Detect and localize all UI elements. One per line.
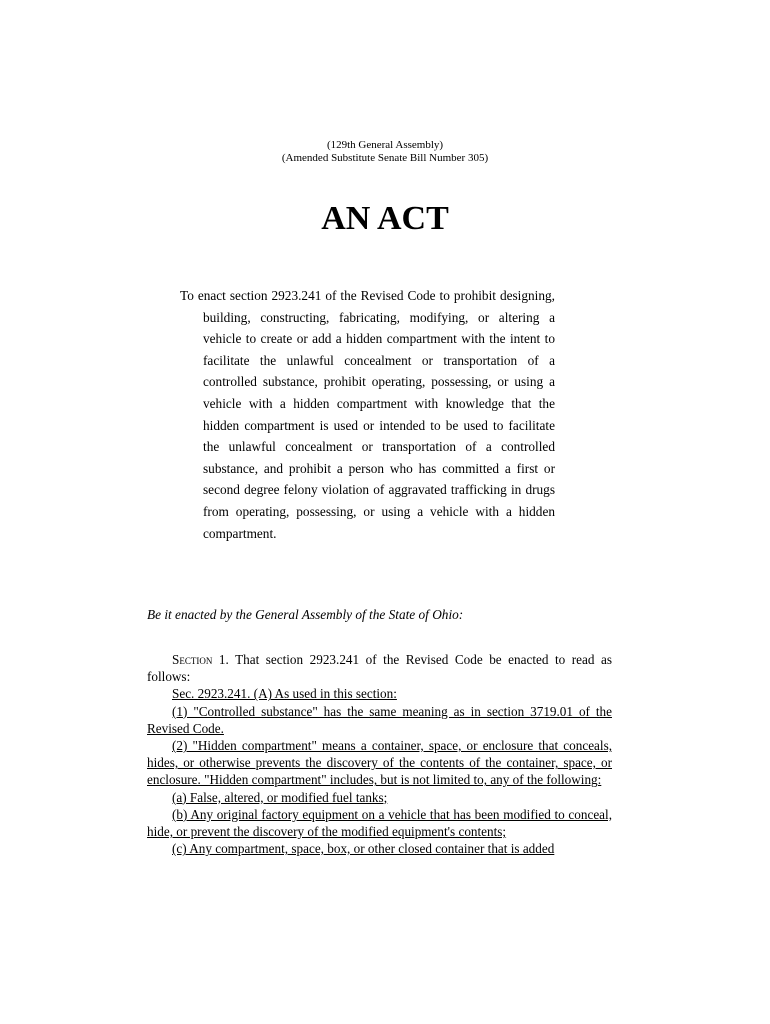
section-one-text: 1. That section 2923.241 of the Revised Code be enacted to read as follows: — [147, 652, 612, 685]
enacting-clause: Be it enacted by the General Assembly of the State of Ohio: — [147, 607, 464, 622]
section-one-paragraph — [147, 651, 612, 685]
definition-controlled-substance: (1) "Controlled substance" has the same meaning as in section 3719.01 of the Revised Code. — [147, 703, 612, 736]
list-item-a: (a) False, altered, or modified fuel tanks; — [172, 789, 388, 805]
act-purpose-paragraph: To enact section 2923.241 of the Revised Code to prohibit designing, building, constructing, fabricating, modifying, or altering a vehicle to create or add a hidden compartment with the intent to facilitate the unlawful concealment or transportation of a controlled substance, prohibit operating, possessing, or using a vehicle with a hidden compartment with knowledge that the hidden compartment is used or intended to be used to facilitate the unlawful concealment or transportation of a controlled substance, and prohibit a person who has committed a first or second degree felony violation of aggravated trafficking in drugs from operating, possessing, or using a vehicle with a hidden compartment. — [180, 288, 555, 541]
list-item-c: (c) Any compartment, space, box, or other closed container that is added — [172, 841, 555, 857]
act-title: AN ACT — [321, 200, 449, 237]
definition-hidden-compartment: (2) "Hidden compartment" means a container, space, or enclosure that conceals, hides, or otherwise prevents the discovery of the contents of the container, space, or enclosure. "Hidden compartment" includes, but is not limited to, any of the following: — [147, 738, 612, 788]
general-assembly-line: (129th General Assembly) — [326, 139, 444, 151]
list-item-b: (b) Any original factory equipment on a vehicle that has been modified to conceal, hide, or prevent the discovery of the modified equipment's contents; — [147, 806, 612, 840]
bill-body — [147, 651, 612, 857]
section-label: Section — [172, 652, 213, 667]
section-heading-paragraph: Sec. 2923.241. (A) As used in this section: — [172, 686, 397, 702]
bill-number-line: (Amended Substitute Senate Bill Number 305) — [281, 152, 489, 164]
